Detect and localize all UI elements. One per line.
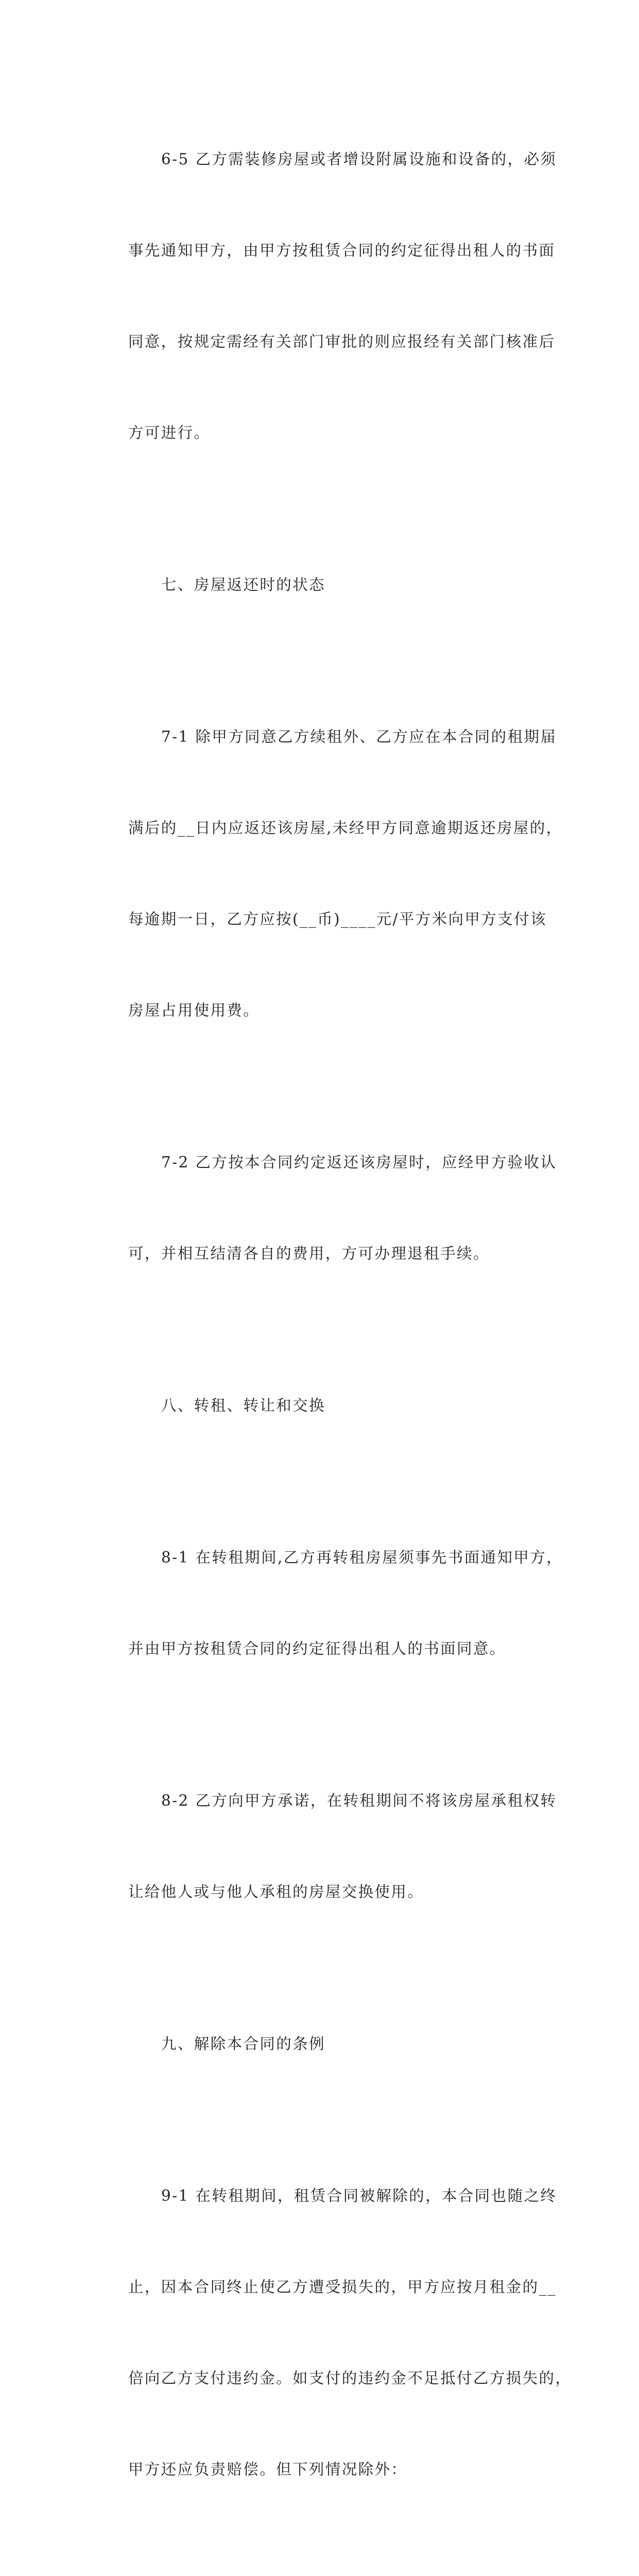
paragraph-9-1 — [98, 2120, 572, 2546]
text-line: 6-5 乙方需装修房屋或者增设附属设施和设备的，必须 — [161, 150, 557, 168]
paragraph-8-1 — [98, 1482, 563, 1725]
paragraph-7-2 — [98, 1087, 557, 1330]
section-heading-9 — [98, 1968, 541, 2120]
heading-line: 八、转租、转让和交换 — [161, 1397, 326, 1414]
section-heading-8 — [98, 1330, 541, 1482]
text-line: 让给他人或与他人承租的房屋交换使用。 — [128, 1883, 424, 1901]
text-line: 7-2 乙方按本合同约定返还该房屋时，应经甲方验收认 — [161, 1154, 557, 1171]
paragraph-8-2 — [98, 1725, 557, 1968]
text-line: 可，并相互结清各自的费用，方可办理退租手续。 — [128, 1245, 490, 1262]
section-heading-7 — [98, 509, 541, 661]
text-line: 并由甲方按租赁合同的约定征得出租人的书面同意。 — [128, 1640, 506, 1657]
heading-line: 九、解除本合同的条例 — [161, 2035, 326, 2053]
text-line: 事先通知甲方，由甲方按租赁合同的约定征得出租人的书面 — [128, 242, 556, 259]
paragraph-7-1 — [98, 661, 563, 1087]
text-line: 每逾期一日，乙方应按(__币)____元/平方米向甲方支付该 — [128, 910, 547, 928]
text-line: 8-2 乙方向甲方承诺，在转租期间不将该房屋承租权转 — [161, 1792, 557, 1809]
heading-line: 七、房屋返还时的状态 — [161, 576, 326, 594]
document-page — [98, 83, 572, 2576]
text-line: 满后的__日内应返还该房屋,未经甲方同意逾期返还房屋的， — [128, 819, 563, 837]
text-line: 7-1 除甲方同意乙方续租外、乙方应在本合同的租期届 — [161, 728, 557, 745]
text-line: 同意，按规定需经有关部门审批的则应报经有关部门核准后 — [128, 333, 556, 350]
paragraph-6-5 — [98, 83, 557, 509]
text-line: 倍向乙方支付违约金。如支付的违约金不足抵付乙方损失的， — [128, 2369, 572, 2387]
text-line: 方可进行。 — [128, 424, 211, 442]
text-line: 8-1 在转租期间,乙方再转租房屋须事先书面通知甲方， — [161, 1549, 563, 1566]
text-line: 止，因本合同终止使乙方遭受损失的，甲方应按月租金的__ — [128, 2278, 557, 2296]
text-line: 房屋占用使用费。 — [128, 1002, 260, 1019]
text-line: 9-1 在转租期间，租赁合同被解除的，本合同也随之终 — [161, 2187, 557, 2205]
text-line: 甲方还应负责赔偿。但下列情况除外： — [128, 2461, 408, 2478]
exception-item-1 — [98, 2546, 541, 2576]
